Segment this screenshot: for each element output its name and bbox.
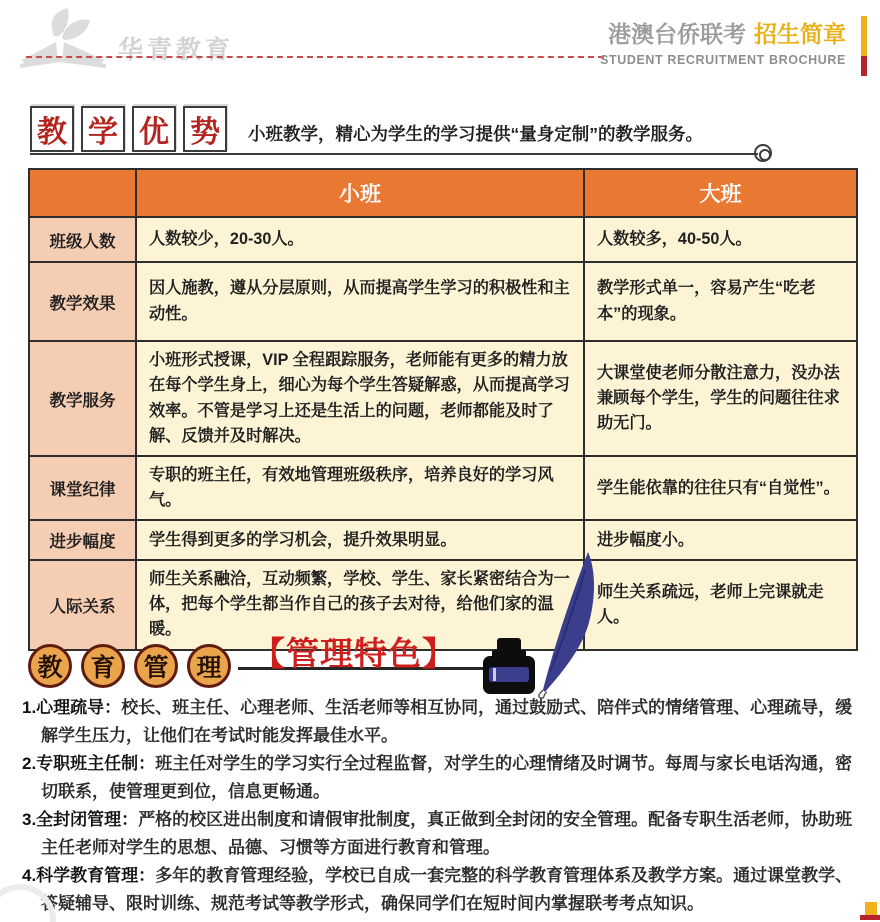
- item-text: 严格的校区进出制度和请假审批制度，真正做到全封闭的安全管理。配备专职生活老师，协助班主任老师对学生的思想、品德、习惯等方面进行教育和管理。: [41, 810, 853, 857]
- table-row: [29, 520, 857, 560]
- header-title: [600, 16, 846, 49]
- ink-bottle-cap: [497, 638, 521, 652]
- title-char-box: 势: [183, 106, 227, 152]
- item-label: 4.科学教育管理：: [22, 866, 156, 886]
- book-logo-icon: [16, 8, 116, 72]
- table-row: [29, 456, 857, 520]
- row-label: 课堂纪律: [29, 456, 136, 520]
- small-class-cell: 师生关系融洽，互动频繁，学校、学生、家长紧密结合为一体，把每个学生都当作自己的孩子去对待，给他们家的温暖。: [136, 560, 584, 649]
- list-item: [22, 806, 866, 861]
- title-char-circle: 教: [28, 644, 72, 688]
- title-char-box: 优: [132, 106, 176, 152]
- title-char-circle: 管: [134, 644, 178, 688]
- table-row: [29, 341, 857, 456]
- table-row: [29, 217, 857, 262]
- header-title-block: [600, 16, 846, 67]
- header-cell-small-class: 小班: [136, 169, 584, 217]
- corner-accent-yellow: [865, 902, 877, 915]
- row-label: 进步幅度: [29, 520, 136, 560]
- header-cell-empty: [29, 169, 136, 217]
- item-text: 班主任对学生的学习实行全过程监督，对学生的心理情绪及时调节。每周与家长电话沟通，密切联系，使管理更到位，信息更畅通。: [41, 754, 853, 801]
- accent-bar-yellow: [861, 16, 867, 56]
- ink-bottle-quill-icon: [455, 540, 625, 700]
- education-management-title: [28, 644, 240, 688]
- item-label: 1.心理疏导：: [22, 698, 122, 717]
- item-text: 校长、班主任、心理老师、生活老师等相互协同，通过鼓励式、陪伴式的情绪管理、心理疏导，缓解学生压力，让他们在考试时能发挥最佳水平。: [41, 698, 853, 745]
- small-class-cell: 学生得到更多的学习机会，提升效果明显。: [136, 520, 584, 560]
- row-label: 教学效果: [29, 262, 136, 341]
- large-class-cell: 人数较多，40-50人。: [584, 217, 857, 262]
- teaching-description: 小班教学，精心为学生的学习提供“量身定制”的教学服务。: [248, 124, 703, 144]
- title-char-circle: 理: [187, 644, 231, 688]
- title-char-box: 教: [30, 106, 74, 152]
- header-subtitle-en: STUDENT RECRUITMENT BROCHURE: [600, 53, 846, 67]
- large-class-cell: 师生关系疏远，老师上完课就走人。: [584, 560, 857, 649]
- table-row: [29, 262, 857, 341]
- circle-ornament-icon: [754, 144, 772, 162]
- title-underline: [30, 153, 758, 155]
- management-features-heading: 【管理特色】: [252, 635, 456, 672]
- large-class-cell: 教学形式单一，容易产生“吃老本”的现象。: [584, 262, 857, 341]
- large-class-cell: 进步幅度小。: [584, 520, 857, 560]
- title-char-circle: 育: [81, 644, 125, 688]
- header-dashed-divider: [26, 56, 604, 58]
- header-accent-bar: [861, 16, 867, 76]
- row-label: 教学服务: [29, 341, 136, 456]
- list-item: [22, 862, 866, 917]
- header-cell-large-class: 大班: [584, 169, 857, 217]
- large-class-cell: 学生能依靠的往往只有“自觉性”。: [584, 456, 857, 520]
- table-header-row: [29, 169, 857, 217]
- small-class-cell: 人数较少，20-30人。: [136, 217, 584, 262]
- list-item: [22, 694, 866, 749]
- item-label: 3.全封闭管理：: [22, 810, 139, 830]
- large-class-cell: 大课堂使老师分散注意力，没办法兼顾每个学生，学生的问题往往求助无门。: [584, 341, 857, 456]
- corner-accent-red: [860, 915, 880, 920]
- header-title-exam: 港澳台侨联考: [608, 21, 746, 47]
- item-text: 多年的教育管理经验，学校已自成一套完整的科学教育管理体系及教学方案。通过课堂教学、答疑辅导、限时训练、规范考试等教学形式，确保同学们在短时间内掌握联考考点知识。: [41, 866, 853, 913]
- item-label: 2.专职班主任制：: [22, 754, 156, 774]
- teaching-advantages-title: [30, 106, 234, 152]
- title-char-box: 学: [81, 106, 125, 152]
- header-title-brochure: 招生简章: [754, 21, 846, 47]
- management-feature-list: [22, 694, 866, 918]
- accent-bar-red: [861, 56, 867, 76]
- brand-name: 华青教育: [118, 36, 235, 64]
- class-comparison-table: [28, 168, 858, 651]
- small-class-cell: 因人施教，遵从分层原则，从而提高学生学习的积极性和主动性。: [136, 262, 584, 341]
- row-label: 人际关系: [29, 560, 136, 649]
- small-class-cell: 专职的班主任，有效地管理班级秩序，培养良好的学习风气。: [136, 456, 584, 520]
- row-label: 班级人数: [29, 217, 136, 262]
- list-item: [22, 750, 866, 805]
- small-class-cell: 小班形式授课，VIP 全程跟踪服务，老师能有更多的精力放在每个学生身上，细心为每个学生答疑解惑，从而提高学习效率。不管是学习上还是生活上的问题，老师都能及时了解、反馈并及时解决。: [136, 341, 584, 456]
